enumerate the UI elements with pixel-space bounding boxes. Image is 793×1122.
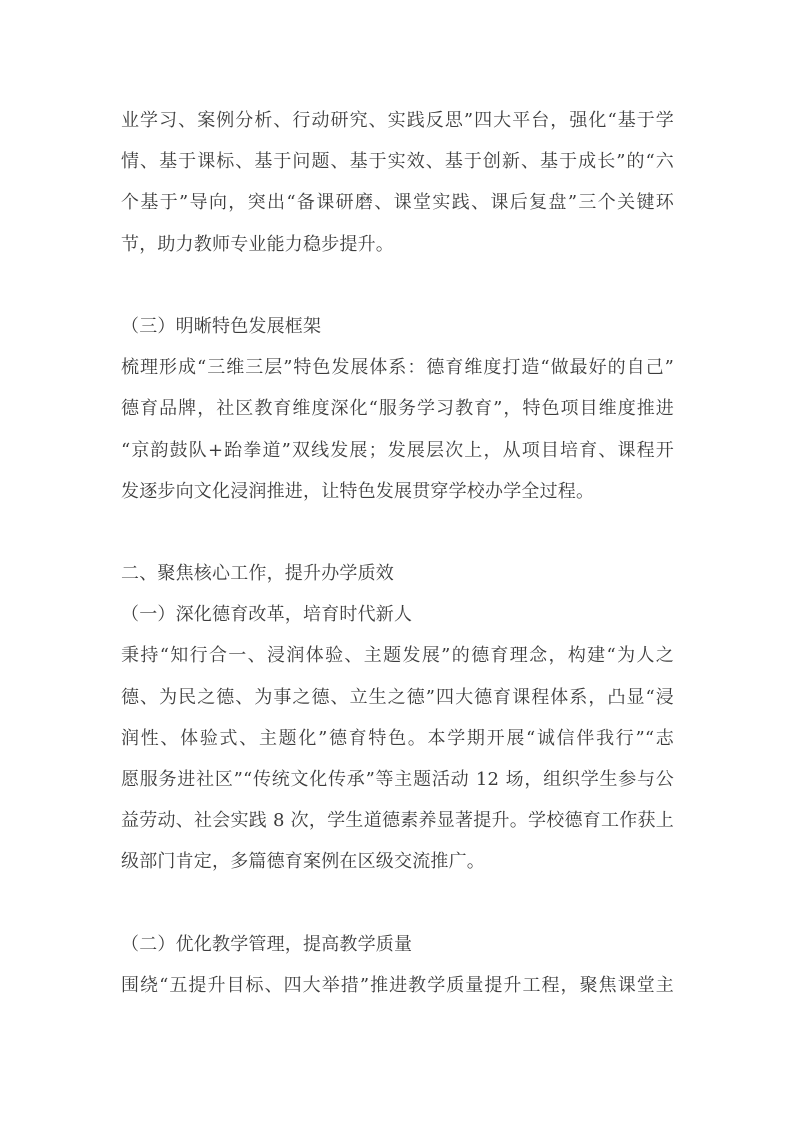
text-line: 个基于”导向，突出“备课研磨、课堂实践、课后复盘”三个关键环 [121, 192, 674, 214]
text-line: 德、为民之德、为事之德、立生之德”四大德育课程体系，凸显“浸 [121, 686, 674, 708]
text-line: 情、基于课标、基于问题、基于实效、基于创新、基于成长”的“六 [121, 151, 674, 173]
text-line: 级部门肯定，多篇德育案例在区级交流推广。 [121, 851, 485, 873]
blank-line [121, 512, 674, 553]
text-line: 节，助力教师专业能力稳步提升。 [121, 233, 394, 255]
blank-line [121, 265, 674, 306]
text-line: 发逐步向文化浸润推进，让特色发展贯穿学校办学全过程。 [121, 480, 595, 502]
text-line: “京韵鼓队+跆拳道”双线发展；发展层次上，从项目培育、课程开 [121, 439, 674, 461]
text-line: （一）深化德育改革，培育时代新人 [121, 604, 413, 626]
text-line: 梳理形成“三维三层”特色发展体系：德育维度打造“做最好的自己” [121, 357, 674, 379]
text-line: 秉持“知行合一、浸润体验、主题发展”的德育理念，构建“为人之 [121, 645, 674, 667]
text-line: 益劳动、社会实践 8 次，学生道德素养显著提升。学校德育工作获上 [121, 810, 674, 832]
text-line: （二）优化教学管理，提高教学质量 [121, 933, 413, 955]
text-line: 业学习、案例分析、行动研究、实践反思”四大平台，强化“基于学 [121, 110, 674, 131]
blank-line [121, 883, 674, 924]
text-line: 二、聚焦核心工作，提升办学质效 [121, 563, 394, 585]
text-line: 润性、体验式、主题化”德育特色。本学期开展“诚信伴我行”“志 [121, 727, 674, 749]
text-line: （三）明晰特色发展框架 [121, 315, 322, 337]
text-line: 德育品牌，社区教育维度深化“服务学习教育”，特色项目维度推进 [121, 398, 674, 420]
text-line: 围绕“五提升目标、四大举措”推进教学质量提升工程，聚焦课堂主 [121, 974, 674, 996]
document-text [121, 100, 674, 1006]
text-line: 愿服务进社区”“传统文化传承”等主题活动 12 场，组织学生参与公 [121, 769, 674, 790]
